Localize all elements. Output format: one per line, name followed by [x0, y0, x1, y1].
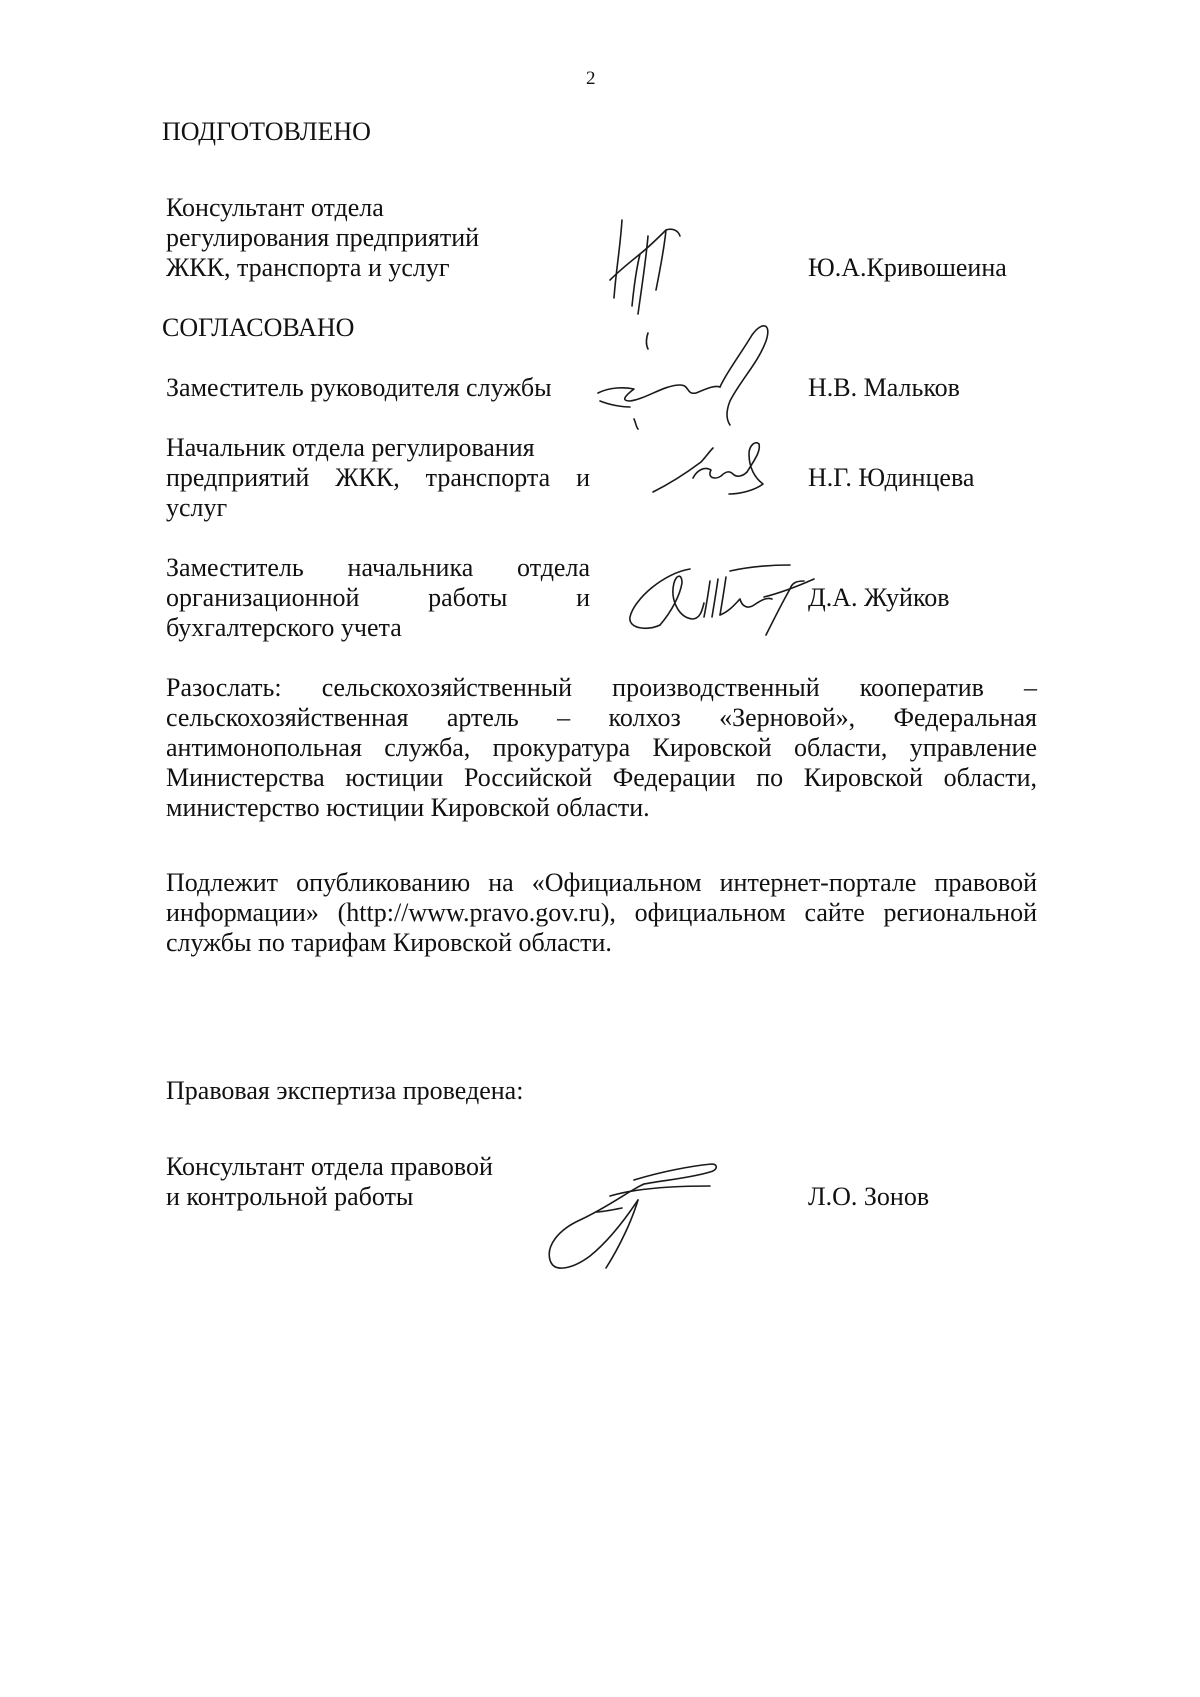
- position-line: Консультант отдела правовой: [166, 1152, 493, 1181]
- signature-kryvosheina: [600, 210, 700, 320]
- paragraph-line: антимонопольная служба, прокуратура Кировской области, управление: [166, 733, 1037, 762]
- agreed-signer-name: Н.В. Мальков: [808, 373, 960, 402]
- paragraph-line: Министерства юстиции Российской Федерации по Кировской области,: [166, 763, 1037, 792]
- position-line: регулирования предприятий: [166, 223, 480, 252]
- prepared-name: Ю.А.Кривошеина: [808, 253, 1007, 282]
- position-line: Консультант отдела: [166, 193, 384, 222]
- agreed-signer-position: [166, 433, 590, 523]
- distribution-paragraph: [166, 673, 1037, 823]
- position-line: ЖКК, транспорта и услуг: [166, 253, 450, 282]
- position-line: Заместитель руководителя службы: [166, 373, 552, 402]
- signature-zhuykov: [620, 555, 830, 645]
- page-number: 2: [586, 68, 596, 89]
- paragraph-line: министерство юстиции Кировской области.: [166, 793, 650, 822]
- agreed-signer-name: Н.Г. Юдинцева: [808, 463, 975, 492]
- position-line: предприятий ЖКК, транспорта и: [166, 463, 590, 492]
- paragraph-line: службы по тарифам Кировской области.: [166, 928, 612, 957]
- signature-malkov: [590, 315, 790, 435]
- paragraph-line: Разослать: сельскохозяйственный производственный кооператив –: [166, 673, 1037, 702]
- prepared-position: [166, 193, 479, 283]
- position-line: услуг: [166, 493, 228, 522]
- position-line: Начальник отдела регулирования: [166, 433, 535, 462]
- paragraph-line: сельскохозяйственная артель – колхоз «Зерновой», Федеральная: [166, 703, 1037, 732]
- agreed-heading: СОГЛАСОВАНО: [162, 313, 355, 342]
- paragraph-line: информации» (http://www.pravo.gov.ru), официальном сайте региональной: [166, 898, 1037, 927]
- signature-yudintseva: [645, 438, 775, 508]
- legal-review-heading: Правовая экспертиза проведена:: [166, 1076, 524, 1105]
- agreed-signer-position: [166, 373, 552, 403]
- legal-review-name: Л.О. Зонов: [808, 1182, 930, 1211]
- prepared-heading: ПОДГОТОВЛЕНО: [162, 117, 371, 146]
- agreed-signer-name: Д.А. Жуйков: [808, 583, 950, 612]
- position-line: бухгалтерского учета: [166, 613, 402, 642]
- publication-paragraph: [166, 868, 1037, 958]
- signature-zonov: [540, 1150, 730, 1280]
- position-line: Заместитель начальника отдела: [166, 553, 590, 582]
- agreed-signer-position: [166, 553, 590, 643]
- position-line: и контрольной работы: [166, 1182, 414, 1211]
- legal-review-position: [166, 1152, 493, 1212]
- paragraph-line: Подлежит опубликованию на «Официальном интернет-портале правовой: [166, 868, 1037, 897]
- position-line: организационной работы и: [166, 583, 590, 612]
